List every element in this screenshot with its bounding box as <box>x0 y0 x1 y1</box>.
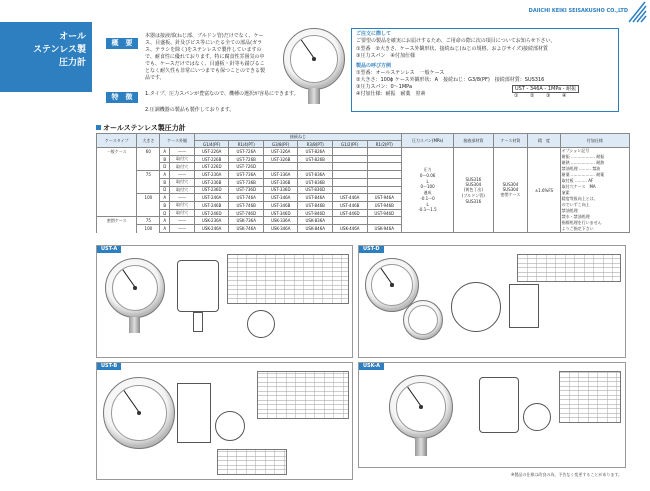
cell-model-code: UST-836D <box>298 186 333 194</box>
dimension-table-2 <box>217 449 287 475</box>
th-thread-col: R3/8(PT) <box>298 141 333 148</box>
cell-model-code: USK-736A <box>229 217 264 225</box>
cell-case-material: SUS304 SUS304 密閉ケース <box>493 148 528 233</box>
cell-model-code: USK-346A <box>263 225 298 233</box>
cell-size: 100 <box>137 225 160 233</box>
cell-case-type <box>97 171 137 179</box>
cell-model-code: UST-236D <box>194 186 229 194</box>
th-appearance: ケース外観 <box>160 134 195 148</box>
cell-model-code: UST-226B <box>194 155 229 163</box>
gauge-flange-image <box>403 300 443 340</box>
cell-shape: B <box>160 155 170 163</box>
th-accuracy: 精 度 <box>528 134 560 148</box>
cell-model-code <box>332 178 367 186</box>
cell-model-code <box>367 148 402 156</box>
side-view-drawing <box>509 284 539 328</box>
brand-stripes-logo <box>627 0 647 24</box>
cell-model-code: UST-726B <box>229 155 264 163</box>
cell-model-code: UST-446A <box>332 194 367 202</box>
sidebar <box>0 0 95 491</box>
cell-model-code: UST-846B <box>298 202 333 210</box>
cell-model-code: UST-726D <box>229 163 264 171</box>
dimension-table <box>517 254 621 282</box>
cell-model-code: USK-246A <box>194 225 229 233</box>
flange-drawing <box>451 282 501 332</box>
cell-case-type <box>97 225 137 233</box>
cell-model-code: UST-736D <box>229 186 264 194</box>
example-code-item-2: ② <box>530 93 535 99</box>
cell-model-code: UST-336B <box>263 178 298 186</box>
cell-size: 60 <box>137 148 160 156</box>
side-view-drawing <box>177 383 211 443</box>
cell-mount: —— <box>170 194 195 202</box>
sidebar-title-band <box>0 22 92 92</box>
th-case-type: ケースタイプ <box>97 134 137 148</box>
cell-model-code <box>332 171 367 179</box>
sidebar-title-line-1: オール <box>59 32 86 42</box>
cell-model-code: USK-846A <box>298 225 333 233</box>
cell-model-code: UST-836B <box>298 178 333 186</box>
cell-size <box>137 202 160 210</box>
features-item-2: 2.圧調機器の製品も製作しております。 <box>145 107 235 113</box>
example-code-item-3: ③ <box>546 93 551 99</box>
side-view-drawing <box>479 377 519 433</box>
cell-model-code: USK-836A <box>298 217 333 225</box>
side-view-drawing <box>177 260 219 312</box>
dimension-table <box>257 371 349 419</box>
cell-model-code: UST-346A <box>263 194 298 202</box>
cell-case-type <box>97 155 137 163</box>
cell-model-code: UST-736A <box>229 171 264 179</box>
example-line-3: ③圧力スパン：0〜1MPa <box>356 84 413 90</box>
th-case-material: ケース材質 <box>493 134 528 148</box>
cell-case-type <box>97 163 137 171</box>
th-thread-col: G1/4(PF) <box>194 141 229 148</box>
cell-shape: A <box>160 171 170 179</box>
example-title: 製品の呼び方例 <box>356 63 392 69</box>
side-view-stem-drawing <box>193 312 203 332</box>
cell-model-code <box>367 217 402 225</box>
panel-label: UST-A <box>97 246 121 253</box>
cell-model-code: UST-336A <box>263 171 298 179</box>
cell-mount: 取付穴 <box>170 178 195 186</box>
cell-model-code: UST-746D <box>229 209 264 217</box>
cell-model-code: USK-946A <box>367 225 402 233</box>
gauge-image <box>103 377 175 449</box>
cell-shape: B <box>160 178 170 186</box>
features-label: 特 徴 <box>106 92 138 103</box>
cell-mount: —— <box>170 148 195 156</box>
overview-text: 本器は接液部(ねじ部、ブルドン管)だけでなく、ケース、目盛板、針及びビス等にいたる全ての部品(ガラス、テラシを除く)をステンレスで製作していますので、耐食性に優れております。特に腐食性雰囲気の中でも、ケースだけではなく、目盛板・針等も錆びることなく耐久性も非常にいつまでも保つことのできる製品です。 <box>145 33 266 81</box>
cell-case-type <box>97 202 137 210</box>
example-line-4: ④付加仕様：耐振 耐薬 窒素 <box>356 91 426 97</box>
cell-model-code: UST-826B <box>298 155 333 163</box>
panel-label: UST-D <box>359 246 384 253</box>
gauge-stem <box>415 438 427 456</box>
order-text: ご要望の製品を確実にお届けするため、ご用命の際に次の項目についてお知らせ下さい。 <box>356 38 556 44</box>
cell-model-code: UST-226A <box>194 148 229 156</box>
cell-mount: 取付穴 <box>170 186 195 194</box>
spec-title-text: オールステンレス製圧力計 <box>103 124 186 132</box>
cell-mount: —— <box>170 171 195 179</box>
hero-gauge-image <box>283 28 345 90</box>
cell-model-code: UST-446B <box>332 202 367 210</box>
table-row <box>97 148 630 156</box>
cell-model-code: UST-246D <box>194 209 229 217</box>
front-view-drawing <box>523 403 551 431</box>
cell-model-code <box>332 217 367 225</box>
cell-model-code: UST-826A <box>298 148 333 156</box>
cell-model-code: UST-746B <box>229 202 264 210</box>
cell-model-code <box>263 163 298 171</box>
cell-model-code <box>367 186 402 194</box>
cell-options: オプション記号 耐振 ……………… 耐振 耐熱 ……………… 耐熱 禁油処理 ……… 禁油 耐薬 ……………… 耐薬 取付板 ……… AF 取付穴ケース MA 窒素 精度等級向上とは、 のでいずこ向上 禁油処理 禁水・禁油処理 指標処理を行いません よりご指定下さい <box>560 148 629 233</box>
th-thread-col: G3/8(PF) <box>263 141 298 148</box>
cell-model-code <box>298 163 333 171</box>
cell-model-code: UST-946B <box>367 202 402 210</box>
example-code-item-4: ④ <box>562 93 567 99</box>
sidebar-title-line-3: 圧力計 <box>58 58 86 68</box>
cell-model-code: UST-846D <box>298 209 333 217</box>
cell-size: 75 <box>137 171 160 179</box>
panel-ust-d <box>358 245 626 358</box>
features-item-1: 1.タイプ、圧力スパンが豊富なので、機種の選択が容易にできます。 <box>145 91 299 97</box>
cell-mount: 取付穴 <box>170 155 195 163</box>
cell-model-code: UST-946D <box>367 209 402 217</box>
panel-label: USK-A <box>359 363 384 370</box>
front-view-drawing <box>247 310 275 338</box>
hero-gauge-stem <box>308 88 320 104</box>
cell-mount: 取付穴 <box>170 163 195 171</box>
cell-mount: —— <box>170 217 195 225</box>
cell-size: 75 <box>137 217 160 225</box>
cell-accuracy: ±1.6%FS <box>528 148 560 233</box>
order-item-2: ③圧力スパン ④付加仕様 <box>356 53 415 59</box>
cell-case-type <box>97 186 137 194</box>
cell-size: 100 <box>137 194 160 202</box>
cell-model-code <box>367 155 402 163</box>
cell-model-code: UST-946A <box>367 194 402 202</box>
cell-model-code: UST-446D <box>332 209 367 217</box>
cell-size <box>137 178 160 186</box>
cell-shape: D <box>160 163 170 171</box>
cell-model-code: UST-236A <box>194 171 229 179</box>
brand-name: DAIICHI KEIKI SEISAKUSHO CO.,LTD <box>528 8 628 14</box>
cell-model-code <box>332 148 367 156</box>
cell-model-code: UST-326B <box>263 155 298 163</box>
gauge-image <box>389 375 453 439</box>
cell-mount: 取付穴 <box>170 209 195 217</box>
cell-model-code <box>367 178 402 186</box>
cell-model-code: USK-446A <box>332 225 367 233</box>
th-span: 圧力スパン(MPa) <box>402 134 454 148</box>
cell-model-code: UST-346D <box>263 209 298 217</box>
cell-size <box>137 155 160 163</box>
cell-shape: A <box>160 225 170 233</box>
cell-model-code: UST-746A <box>229 194 264 202</box>
order-item-1: ①型番 ②大きさ、ケース外観形状、接続ねじ(ねじの規格、およびサイズ)接続部材質 <box>356 46 549 52</box>
cell-mount: 取付穴 <box>170 202 195 210</box>
overview-label: 概 要 <box>106 38 138 49</box>
cell-model-code: UST-226D <box>194 163 229 171</box>
cell-model-code: UST-236B <box>194 178 229 186</box>
cell-case-type <box>97 178 137 186</box>
cell-case-type: 密閉ケース <box>97 217 137 225</box>
cell-model-code <box>332 155 367 163</box>
gauge-stem <box>129 317 140 333</box>
cell-shape: B <box>160 202 170 210</box>
cell-model-code: UST-846A <box>298 194 333 202</box>
th-options: 付加仕様 <box>560 134 629 148</box>
example-line-1: ①型番：オールステンレス 一般ケース <box>356 70 445 76</box>
gauge-image <box>105 258 165 318</box>
cell-shape: D <box>160 186 170 194</box>
cell-model-code: UST-346B <box>263 202 298 210</box>
cell-size <box>137 209 160 217</box>
cell-model-code <box>332 163 367 171</box>
dimension-table <box>227 254 349 304</box>
cell-model-code: UST-736B <box>229 178 264 186</box>
cell-model-code: USK-336A <box>263 217 298 225</box>
th-size: 大きさ <box>137 134 160 148</box>
th-wetted: 接液部材質 <box>454 134 493 148</box>
order-title: ご注文に際して <box>356 31 392 37</box>
spec-table <box>96 133 630 233</box>
panel-ust-a <box>96 245 353 358</box>
order-box <box>351 28 619 112</box>
example-code: UST - 346A - 1MPa - 耐振 <box>512 85 579 93</box>
footer-note: ※製品の仕様は改良の為、予告なく変更することがあります。 <box>510 472 622 477</box>
example-code-item-1: ① <box>514 93 519 99</box>
panel-ust-b <box>96 362 353 480</box>
th-thread-col: G1/2(PF) <box>332 141 367 148</box>
cell-case-type <box>97 209 137 217</box>
cell-model-code: UST-336D <box>263 186 298 194</box>
cell-model-code <box>332 186 367 194</box>
cell-model-code: USK-746A <box>229 225 264 233</box>
spec-title <box>96 123 186 133</box>
cell-model-code: UST-836A <box>298 171 333 179</box>
th-thread-col: R1/4(PT) <box>229 141 264 148</box>
cell-model-code: UST-246A <box>194 194 229 202</box>
example-line-2: ②大きさ：100ϕ ケース外観形状：A 接続ねじ：G3/8(PF) 接続部材質：SUS316 <box>356 77 545 83</box>
th-thread-col: R1/2(PT) <box>367 141 402 148</box>
panel-label: UST-B <box>97 363 121 370</box>
cell-shape: A <box>160 194 170 202</box>
cell-shape: A <box>160 217 170 225</box>
cell-mount: —— <box>170 225 195 233</box>
cell-shape: D <box>160 209 170 217</box>
front-view-drawing <box>215 411 245 441</box>
cell-wetted-material: SUS316 SUS304 (黄色丁出) (ブルドン管) SUS316 <box>454 148 493 233</box>
cell-shape: A <box>160 148 170 156</box>
panel-usk-a <box>358 362 626 468</box>
cell-case-type <box>97 194 137 202</box>
cell-model-code <box>367 163 402 171</box>
cell-model-code: UST-326A <box>263 148 298 156</box>
th-thread: 接続ねじ <box>194 134 401 141</box>
sidebar-title-line-2: ステンレス製 <box>33 45 86 55</box>
cell-size <box>137 186 160 194</box>
cell-model-code: USK-236A <box>194 217 229 225</box>
cell-case-type: 一般ケース <box>97 148 137 156</box>
dimension-table <box>559 371 621 423</box>
cell-model-code <box>367 171 402 179</box>
cell-size <box>137 163 160 171</box>
cell-model-code: UST-246B <box>194 202 229 210</box>
cell-model-code: UST-726A <box>229 148 264 156</box>
cell-span-values: 圧力 0〜0.06 L 0〜100 連成 -0.1〜0 L -0.1〜1.5 <box>402 148 454 233</box>
